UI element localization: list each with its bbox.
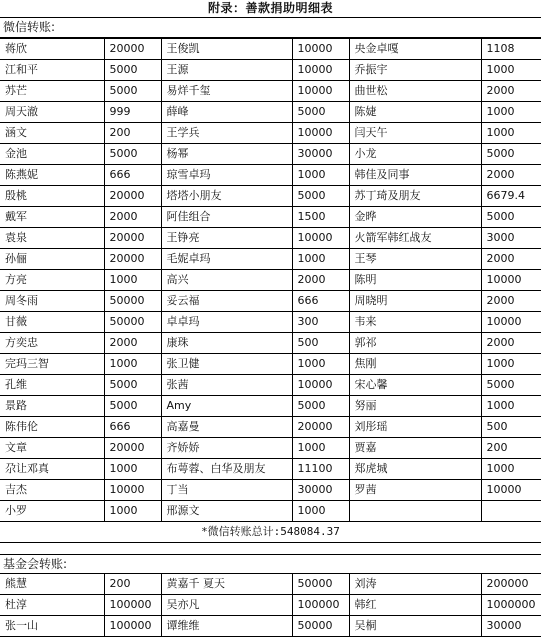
donor-name-cell: 熊慧 [0, 574, 104, 595]
donor-name-cell: 妥云福 [161, 291, 292, 312]
foundation-donation-table [0, 574, 541, 637]
donation-amount-cell: 5000 [481, 207, 541, 228]
donation-amount-cell: 50000 [104, 312, 161, 333]
donation-amount-cell: 200 [104, 574, 161, 595]
donation-amount-cell: 500 [292, 333, 349, 354]
donor-name-cell: 周晓明 [349, 291, 481, 312]
donation-amount-cell: 20000 [104, 186, 161, 207]
donor-name-cell: 张茜 [161, 375, 292, 396]
donor-name-cell: 涵文 [0, 123, 104, 144]
donation-amount-cell: 10000 [481, 312, 541, 333]
donor-name-cell: 曲世松 [349, 81, 481, 102]
donor-name-cell: 薛峰 [161, 102, 292, 123]
donation-amount-cell: 10000 [292, 375, 349, 396]
donor-name-cell: 王源 [161, 60, 292, 81]
donation-amount-cell: 1000 [104, 354, 161, 375]
donation-amount-cell: 666 [104, 417, 161, 438]
donor-name-cell: 王俊凯 [161, 39, 292, 60]
donation-amount-cell: 1000 [481, 102, 541, 123]
donation-amount-cell: 50000 [292, 616, 349, 637]
donation-amount-cell: 1000 [481, 123, 541, 144]
donor-name-cell: 央金卓嘎 [349, 39, 481, 60]
table-row [0, 354, 541, 375]
donation-amount-cell: 1000 [292, 438, 349, 459]
donation-amount-cell: 6679.4 [481, 186, 541, 207]
donor-name-cell: 王琴 [349, 249, 481, 270]
donor-name-cell: 毛妮卓玛 [161, 249, 292, 270]
donation-amount-cell: 3000 [481, 228, 541, 249]
table-row [0, 144, 541, 165]
donation-amount-cell: 1000 [481, 459, 541, 480]
donor-name-cell: 周冬雨 [0, 291, 104, 312]
table-row [0, 396, 541, 417]
donation-amount-cell: 5000 [104, 81, 161, 102]
donation-amount-cell: 5000 [104, 144, 161, 165]
donation-amount-cell: 200 [481, 438, 541, 459]
donation-amount-cell: 1000 [292, 354, 349, 375]
donation-amount-cell: 1000 [481, 60, 541, 81]
donor-name-cell: 康珠 [161, 333, 292, 354]
donor-name-cell: 方奕忠 [0, 333, 104, 354]
donation-amount-cell: 100000 [292, 595, 349, 616]
donor-name-cell: 高嘉曼 [161, 417, 292, 438]
donor-name-cell: 卓卓玛 [161, 312, 292, 333]
donation-amount-cell [481, 501, 541, 522]
donor-name-cell: 焦刚 [349, 354, 481, 375]
table-row [0, 186, 541, 207]
donor-name-cell: 乔振宇 [349, 60, 481, 81]
donation-amount-cell: 1000 [292, 501, 349, 522]
donor-name-cell: 郑虎城 [349, 459, 481, 480]
donation-amount-cell: 30000 [292, 480, 349, 501]
donor-name-cell: 陈明 [349, 270, 481, 291]
table-row [0, 417, 541, 438]
table-row [0, 81, 541, 102]
donor-name-cell: 蒋欣 [0, 39, 104, 60]
donor-name-cell: 尕让邓真 [0, 459, 104, 480]
donor-name-cell: 杨幂 [161, 144, 292, 165]
donor-name-cell: 韩佳及同事 [349, 165, 481, 186]
donor-name-cell: 陈婕 [349, 102, 481, 123]
donor-name-cell: 小罗 [0, 501, 104, 522]
donor-name-cell: 易烊千玺 [161, 81, 292, 102]
donor-name-cell: 小龙 [349, 144, 481, 165]
donation-amount-cell: 2000 [481, 333, 541, 354]
donation-amount-cell: 5000 [292, 186, 349, 207]
donor-name-cell: 陈伟伦 [0, 417, 104, 438]
donor-name-cell: 袁泉 [0, 228, 104, 249]
table-row [0, 312, 541, 333]
donation-amount-cell: 1000 [104, 459, 161, 480]
donation-amount-cell: 20000 [292, 417, 349, 438]
donation-amount-cell: 50000 [104, 291, 161, 312]
donor-name-cell: 齐娇娇 [161, 438, 292, 459]
donor-name-cell: 苏芒 [0, 81, 104, 102]
donation-amount-cell: 2000 [481, 291, 541, 312]
donor-name-cell: 罗茜 [349, 480, 481, 501]
table-row [0, 228, 541, 249]
donor-name-cell: 金晔 [349, 207, 481, 228]
donor-name-cell: 丁当 [161, 480, 292, 501]
donation-amount-cell: 5000 [292, 396, 349, 417]
donor-name-cell: 琼雪卓玛 [161, 165, 292, 186]
donation-amount-cell: 30000 [292, 144, 349, 165]
donor-name-cell: 刘彤瑶 [349, 417, 481, 438]
donor-name-cell: 景路 [0, 396, 104, 417]
donation-amount-cell: 20000 [104, 228, 161, 249]
table-row [0, 333, 541, 354]
donation-amount-cell: 2000 [481, 165, 541, 186]
section-gap [0, 543, 541, 554]
donor-name-cell: 金池 [0, 144, 104, 165]
donation-amount-cell: 10000 [481, 270, 541, 291]
donor-name-cell: 方亮 [0, 270, 104, 291]
donation-amount-cell: 10000 [292, 39, 349, 60]
donation-amount-cell: 1000 [481, 396, 541, 417]
table-row [0, 207, 541, 228]
table-row [0, 375, 541, 396]
table-row [0, 574, 541, 595]
donation-amount-cell: 2000 [481, 81, 541, 102]
donation-amount-cell: 1108 [481, 39, 541, 60]
table-row [0, 39, 541, 60]
donor-name-cell: 吴桐 [349, 616, 481, 637]
donor-name-cell: 宋心馨 [349, 375, 481, 396]
donation-amount-cell: 300 [292, 312, 349, 333]
donor-name-cell: 刘涛 [349, 574, 481, 595]
donation-amount-cell: 1000000 [481, 595, 541, 616]
donation-amount-cell: 11100 [292, 459, 349, 480]
donor-name-cell: Amy [161, 396, 292, 417]
donor-name-cell: 塔塔小朋友 [161, 186, 292, 207]
donation-amount-cell: 5000 [104, 396, 161, 417]
donor-name-cell: 甘薇 [0, 312, 104, 333]
table-row [0, 102, 541, 123]
donor-name-cell: 吴亦凡 [161, 595, 292, 616]
table-row [0, 595, 541, 616]
table-row [0, 480, 541, 501]
wechat-total: *微信转账总计:548084.37 [0, 522, 541, 543]
donation-amount-cell: 5000 [104, 60, 161, 81]
table-row [0, 270, 541, 291]
donor-name-cell: 高兴 [161, 270, 292, 291]
table-row [0, 616, 541, 637]
table-row [0, 123, 541, 144]
donation-amount-cell: 10000 [292, 81, 349, 102]
donation-amount-cell: 1000 [292, 165, 349, 186]
donor-name-cell: 江和平 [0, 60, 104, 81]
donation-amount-cell: 2000 [104, 333, 161, 354]
donation-amount-cell: 999 [104, 102, 161, 123]
donation-amount-cell: 666 [292, 291, 349, 312]
donation-amount-cell: 1000 [292, 249, 349, 270]
donation-amount-cell: 20000 [104, 39, 161, 60]
donor-name-cell: 杜淳 [0, 595, 104, 616]
donor-name-cell: 黄嘉千 夏天 [161, 574, 292, 595]
donation-amount-cell: 200 [104, 123, 161, 144]
donor-name-cell: 邢源文 [161, 501, 292, 522]
donor-name-cell: 张卫健 [161, 354, 292, 375]
donation-amount-cell: 10000 [481, 480, 541, 501]
table-row [0, 501, 541, 522]
donation-amount-cell: 5000 [481, 144, 541, 165]
donor-name-cell: 韦来 [349, 312, 481, 333]
table-row [0, 165, 541, 186]
donation-amount-cell: 100000 [104, 595, 161, 616]
donor-name-cell: 吉杰 [0, 480, 104, 501]
donor-name-cell: 阿佳组合 [161, 207, 292, 228]
donation-amount-cell: 10000 [292, 228, 349, 249]
donor-name-cell: 火箭军韩红战友 [349, 228, 481, 249]
donation-amount-cell: 10000 [292, 60, 349, 81]
donor-name-cell: 王铮亮 [161, 228, 292, 249]
donation-amount-cell: 10000 [104, 480, 161, 501]
donation-amount-cell: 5000 [481, 375, 541, 396]
donor-name-cell: 完玛三智 [0, 354, 104, 375]
donation-amount-cell: 5000 [292, 102, 349, 123]
donation-amount-cell: 30000 [481, 616, 541, 637]
donation-amount-cell: 100000 [104, 616, 161, 637]
donation-amount-cell: 2000 [104, 207, 161, 228]
donor-name-cell: 贾嘉 [349, 438, 481, 459]
donation-amount-cell: 666 [104, 165, 161, 186]
table-row [0, 249, 541, 270]
donation-amount-cell: 200000 [481, 574, 541, 595]
donation-amount-cell: 50000 [292, 574, 349, 595]
table-row [0, 438, 541, 459]
donation-amount-cell: 1500 [292, 207, 349, 228]
donor-name-cell: 王学兵 [161, 123, 292, 144]
donor-name-cell: 张一山 [0, 616, 104, 637]
donor-name-cell: 文章 [0, 438, 104, 459]
donation-amount-cell: 20000 [104, 249, 161, 270]
table-row [0, 60, 541, 81]
donation-amount-cell: 1000 [104, 501, 161, 522]
wechat-section-heading: 微信转账: [0, 18, 541, 38]
donor-name-cell: 闫天午 [349, 123, 481, 144]
donation-amount-cell: 2000 [481, 249, 541, 270]
donation-amount-cell: 20000 [104, 438, 161, 459]
donor-name-cell: 布萼蓉、白华及朋友 [161, 459, 292, 480]
donor-name-cell: 韩红 [349, 595, 481, 616]
donor-name-cell: 陈燕妮 [0, 165, 104, 186]
donor-name-cell: 努丽 [349, 396, 481, 417]
donation-amount-cell: 1000 [104, 270, 161, 291]
donor-name-cell: 戴军 [0, 207, 104, 228]
donor-name-cell: 孙俪 [0, 249, 104, 270]
table-row [0, 291, 541, 312]
donation-amount-cell: 10000 [292, 123, 349, 144]
document-title: 附录：善款捐助明细表 [0, 0, 541, 18]
donor-name-cell: 周天澈 [0, 102, 104, 123]
donation-amount-cell: 2000 [292, 270, 349, 291]
donor-name-cell: 苏丁琦及朋友 [349, 186, 481, 207]
table-row [0, 459, 541, 480]
foundation-section-heading: 基金会转账: [0, 554, 541, 574]
donor-name-cell: 谭维维 [161, 616, 292, 637]
donor-name-cell: 孔维 [0, 375, 104, 396]
donation-amount-cell: 500 [481, 417, 541, 438]
wechat-donation-table [0, 38, 541, 522]
donor-name-cell: 殷桃 [0, 186, 104, 207]
donor-name-cell: 郭祁 [349, 333, 481, 354]
donor-name-cell [349, 501, 481, 522]
donation-amount-cell: 1000 [481, 354, 541, 375]
donation-amount-cell: 5000 [104, 375, 161, 396]
